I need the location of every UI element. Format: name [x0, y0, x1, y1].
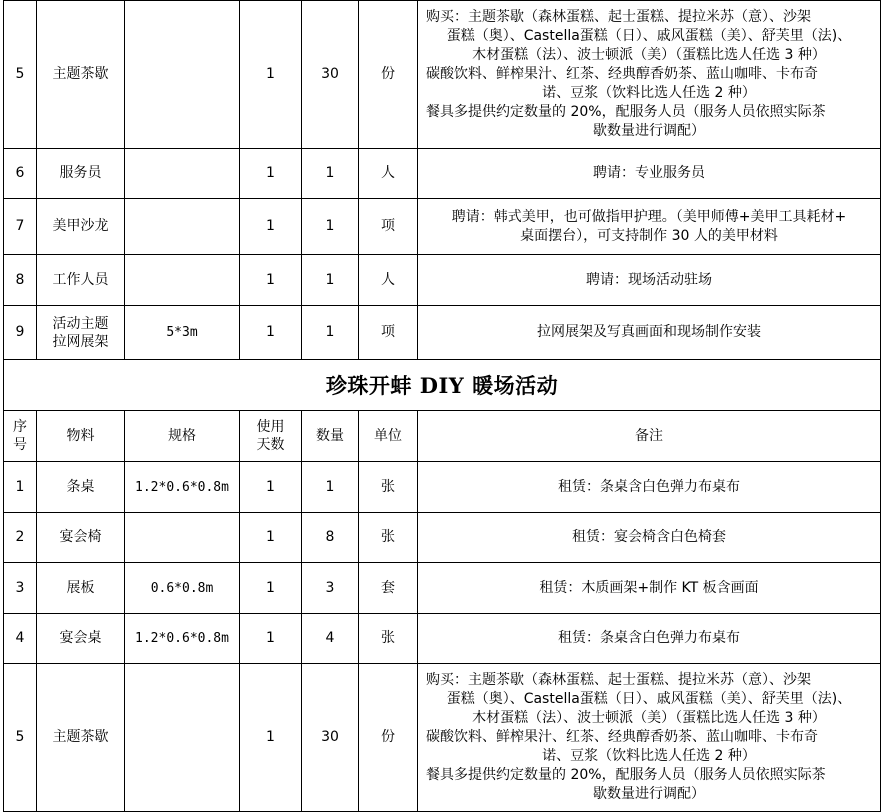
quantity: 1 — [302, 199, 359, 255]
header-item: 物料 — [37, 411, 125, 462]
days-used: 1 — [240, 614, 302, 664]
remark — [418, 199, 881, 255]
unit: 张 — [359, 462, 418, 513]
item-name: 工作人员 — [37, 255, 125, 306]
item-name: 展板 — [37, 563, 125, 614]
remark-line: 歇数量进行调配） — [593, 786, 705, 802]
remark-line: 购买：主题茶歇（森林蛋糕、起士蛋糕、提拉米苏（意）、沙架 — [426, 672, 811, 688]
item-name: 宴会桌 — [37, 614, 125, 664]
header-quantity: 数量 — [302, 411, 359, 462]
remark: 聘请：现场活动驻场 — [418, 255, 881, 306]
remark: 租赁：宴会椅含白色椅套 — [418, 513, 881, 563]
remark-line: 餐具多提供约定数量的 20%，配服务人员（服务人员依照实际茶 — [426, 104, 826, 120]
quantity: 4 — [302, 614, 359, 664]
item-name: 活动主题 拉网展架 — [37, 306, 125, 360]
row-number: 6 — [4, 149, 37, 199]
item-name: 条桌 — [37, 462, 125, 513]
quantity: 3 — [302, 563, 359, 614]
quantity: 1 — [302, 149, 359, 199]
header-remark: 备注 — [418, 411, 881, 462]
days-used: 1 — [240, 563, 302, 614]
item-spec — [125, 1, 240, 149]
item-spec — [125, 513, 240, 563]
table-row — [4, 462, 881, 513]
table-row — [4, 149, 881, 199]
table-row — [4, 199, 881, 255]
item-spec — [125, 255, 240, 306]
remark-line: 歇数量进行调配） — [593, 123, 705, 139]
item-spec — [125, 199, 240, 255]
row-number: 2 — [4, 513, 37, 563]
remark-line: 木材蛋糕（法）、波士顿派（美）（蛋糕比选人任选 3 种） — [472, 710, 826, 726]
item-name: 主题茶歇 — [37, 1, 125, 149]
item-spec: 5*3m — [125, 306, 240, 360]
days-used: 1 — [240, 664, 302, 812]
table-row — [4, 1, 881, 149]
item-name: 服务员 — [37, 149, 125, 199]
header-number: 序 号 — [4, 411, 37, 462]
remark-line: 聘请：韩式美甲，也可做指甲护理。（美甲师傅+美甲工具耗材+ — [451, 208, 847, 225]
remark: 租赁：条桌含白色弹力布桌布 — [418, 462, 881, 513]
unit: 项 — [359, 306, 418, 360]
item-name: 主题茶歇 — [37, 664, 125, 812]
table-row — [4, 513, 881, 563]
unit: 人 — [359, 255, 418, 306]
item-spec: 0.6*0.8m — [125, 563, 240, 614]
remark-line: 木材蛋糕（法）、波士顿派（美）（蛋糕比选人任选 3 种） — [472, 47, 826, 63]
row-number: 1 — [4, 462, 37, 513]
row-number: 5 — [4, 1, 37, 149]
remark: 租赁：条桌含白色弹力布桌布 — [418, 614, 881, 664]
row-number: 5 — [4, 664, 37, 812]
days-used: 1 — [240, 1, 302, 149]
table-row — [4, 255, 881, 306]
days-used: 1 — [240, 462, 302, 513]
unit: 张 — [359, 513, 418, 563]
unit: 张 — [359, 614, 418, 664]
table-row — [4, 563, 881, 614]
unit: 项 — [359, 199, 418, 255]
remark-line: 诺、豆浆（饮料比选人任选 2 种） — [542, 748, 756, 764]
remark-line: 蛋糕（奥）、Castella蛋糕（日）、戚风蛋糕（美）、舒芙里（法)、 — [446, 691, 852, 707]
remark: 聘请：专业服务员 — [418, 149, 881, 199]
header-unit: 单位 — [359, 411, 418, 462]
remark-line: 碳酸饮料、鲜榨果汁、红茶、经典醇香奶茶、蓝山咖啡、卡布奇 — [426, 66, 818, 82]
remark-line: 蛋糕（奥）、Castella蛋糕（日）、戚风蛋糕（美）、舒芙里（法)、 — [446, 28, 852, 44]
quantity: 30 — [302, 1, 359, 149]
unit: 份 — [359, 664, 418, 812]
remark-line: 桌面摆台），可支持制作 30 人的美甲材料 — [520, 227, 778, 244]
remark-line: 餐具多提供约定数量的 20%，配服务人员（服务人员依照实际茶 — [426, 767, 826, 783]
row-number: 4 — [4, 614, 37, 664]
unit: 人 — [359, 149, 418, 199]
table-row — [4, 664, 881, 812]
unit: 份 — [359, 1, 418, 149]
remark-line: 诺、豆浆（饮料比选人任选 2 种） — [542, 85, 756, 101]
days-used: 1 — [240, 255, 302, 306]
row-number: 3 — [4, 563, 37, 614]
days-used: 1 — [240, 306, 302, 360]
item-spec: 1.2*0.6*0.8m — [125, 614, 240, 664]
remark — [418, 664, 881, 812]
materials-table — [3, 0, 881, 812]
header-days: 使用 天数 — [240, 411, 302, 462]
quantity: 8 — [302, 513, 359, 563]
table-row — [4, 614, 881, 664]
quantity: 1 — [302, 255, 359, 306]
remark-line: 碳酸饮料、鲜榨果汁、红茶、经典醇香奶茶、蓝山咖啡、卡布奇 — [426, 729, 818, 745]
header-spec: 规格 — [125, 411, 240, 462]
days-used: 1 — [240, 199, 302, 255]
section-title: 珍珠开蚌 DIY 暖场活动 — [4, 360, 881, 411]
remark: 租赁：木质画架+制作 KT 板含画面 — [418, 563, 881, 614]
row-number: 9 — [4, 306, 37, 360]
days-used: 1 — [240, 149, 302, 199]
remark-line: 购买：主题茶歇（森林蛋糕、起士蛋糕、提拉米苏（意）、沙架 — [426, 9, 811, 25]
item-spec: 1.2*0.6*0.8m — [125, 462, 240, 513]
quantity: 30 — [302, 664, 359, 812]
item-spec — [125, 149, 240, 199]
quantity: 1 — [302, 306, 359, 360]
row-number: 7 — [4, 199, 37, 255]
row-number: 8 — [4, 255, 37, 306]
table-header-row — [4, 411, 881, 462]
item-name: 美甲沙龙 — [37, 199, 125, 255]
item-spec — [125, 664, 240, 812]
section-title-row — [4, 360, 881, 411]
table-row — [4, 306, 881, 360]
unit: 套 — [359, 563, 418, 614]
days-used: 1 — [240, 513, 302, 563]
item-name: 宴会椅 — [37, 513, 125, 563]
remark — [418, 1, 881, 149]
remark: 拉网展架及写真画面和现场制作安装 — [418, 306, 881, 360]
quantity: 1 — [302, 462, 359, 513]
